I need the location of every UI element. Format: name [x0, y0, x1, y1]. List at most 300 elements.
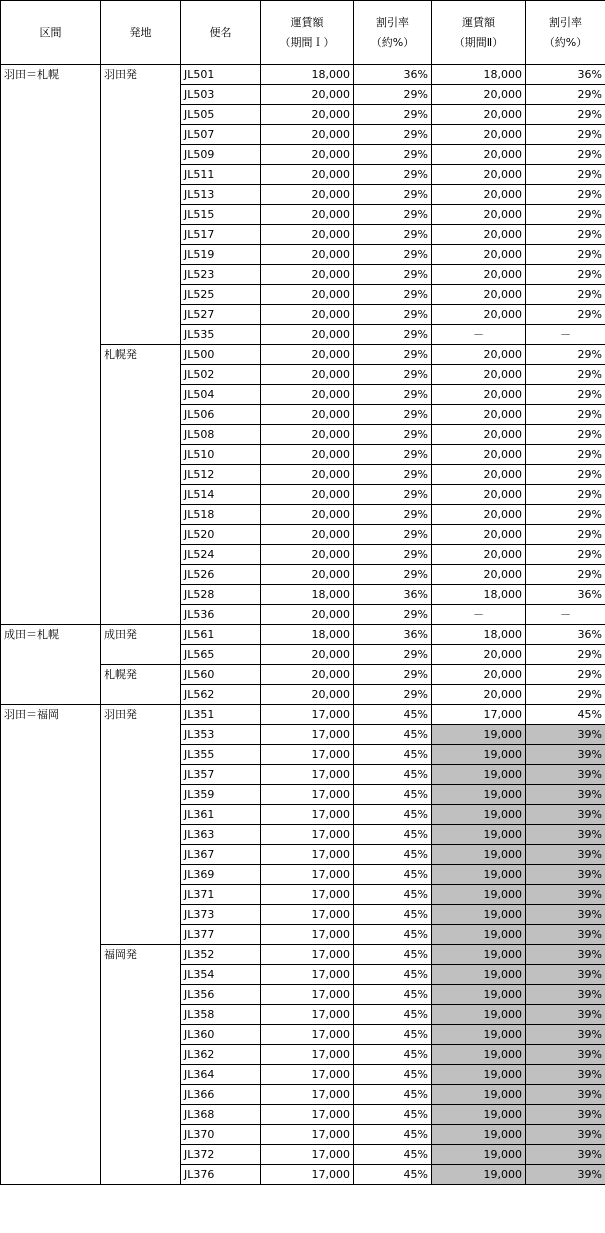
- discount-rate-2: 39%: [526, 1145, 605, 1165]
- flight-number: JL377: [181, 925, 261, 945]
- fare-period-2: 20,000: [432, 245, 526, 265]
- fare-period-2: 20,000: [432, 285, 526, 305]
- fare-period-2: 20,000: [432, 465, 526, 485]
- fare-period-1: 18,000: [261, 585, 354, 605]
- fare-period-1: 17,000: [261, 765, 354, 785]
- origin-name: 成田発: [101, 625, 181, 665]
- fare-period-2: 19,000: [432, 1025, 526, 1045]
- discount-rate-2: 29%: [526, 165, 605, 185]
- fare-period-1: 17,000: [261, 965, 354, 985]
- discount-rate-1: 45%: [354, 1065, 432, 1085]
- fare-period-1: 17,000: [261, 1125, 354, 1145]
- discount-rate-2: 29%: [526, 245, 605, 265]
- fare-period-1: 20,000: [261, 265, 354, 285]
- fare-period-1: 20,000: [261, 605, 354, 625]
- flight-number: JL513: [181, 185, 261, 205]
- fare-period-2: 19,000: [432, 885, 526, 905]
- discount-rate-1: 45%: [354, 1125, 432, 1145]
- fare-period-2: 19,000: [432, 785, 526, 805]
- fare-period-1: 20,000: [261, 665, 354, 685]
- fare-period-2: 20,000: [432, 405, 526, 425]
- discount-rate-1: 45%: [354, 1005, 432, 1025]
- fare-period-2: 19,000: [432, 1125, 526, 1145]
- fare-period-1: 17,000: [261, 1005, 354, 1025]
- fare-period-2: 20,000: [432, 145, 526, 165]
- fare-period-1: 17,000: [261, 785, 354, 805]
- fare-period-1: 20,000: [261, 385, 354, 405]
- fare-period-2: 20,000: [432, 205, 526, 225]
- discount-rate-1: 29%: [354, 425, 432, 445]
- discount-rate-1: 45%: [354, 725, 432, 745]
- fare-period-1: 17,000: [261, 985, 354, 1005]
- fare-period-1: 18,000: [261, 65, 354, 85]
- discount-rate-1: 29%: [354, 525, 432, 545]
- fare-period-2: 20,000: [432, 185, 526, 205]
- fare-period-1: 17,000: [261, 725, 354, 745]
- flight-number: JL527: [181, 305, 261, 325]
- discount-rate-1: 29%: [354, 685, 432, 705]
- discount-rate-2: 29%: [526, 385, 605, 405]
- fare-period-1: 17,000: [261, 1045, 354, 1065]
- fare-period-1: 20,000: [261, 245, 354, 265]
- section-name: 成田＝札幌: [1, 625, 101, 705]
- fare-period-1: 17,000: [261, 1085, 354, 1105]
- fare-period-2: 18,000: [432, 625, 526, 645]
- flight-number: JL355: [181, 745, 261, 765]
- discount-rate-1: 45%: [354, 705, 432, 725]
- fare-table-body: [1, 65, 605, 1185]
- fare-period-2: 20,000: [432, 305, 526, 325]
- discount-rate-1: 45%: [354, 825, 432, 845]
- discount-rate-1: 45%: [354, 1145, 432, 1165]
- discount-rate-1: 36%: [354, 585, 432, 605]
- flight-number: JL360: [181, 1025, 261, 1045]
- discount-rate-2: 29%: [526, 305, 605, 325]
- fare-period-1: 17,000: [261, 805, 354, 825]
- fare-period-2: 20,000: [432, 645, 526, 665]
- header-fare-period-2: 運賃額 （期間Ⅱ）: [432, 1, 526, 65]
- discount-rate-2: 29%: [526, 125, 605, 145]
- fare-period-2: 20,000: [432, 425, 526, 445]
- discount-rate-2: －: [526, 605, 605, 625]
- flight-number: JL505: [181, 105, 261, 125]
- discount-rate-2: 29%: [526, 145, 605, 165]
- discount-rate-2: 39%: [526, 1125, 605, 1145]
- discount-rate-2: 39%: [526, 985, 605, 1005]
- flight-number: JL371: [181, 885, 261, 905]
- discount-rate-2: 29%: [526, 665, 605, 685]
- fare-period-1: 17,000: [261, 1105, 354, 1125]
- flight-number: JL368: [181, 1105, 261, 1125]
- fare-period-1: 20,000: [261, 325, 354, 345]
- flight-number: JL359: [181, 785, 261, 805]
- discount-rate-1: 45%: [354, 805, 432, 825]
- discount-rate-2: 29%: [526, 685, 605, 705]
- flight-number: JL507: [181, 125, 261, 145]
- fare-period-2: 20,000: [432, 345, 526, 365]
- fare-period-2: 19,000: [432, 825, 526, 845]
- fare-period-1: 20,000: [261, 405, 354, 425]
- discount-rate-1: 29%: [354, 485, 432, 505]
- discount-rate-1: 29%: [354, 245, 432, 265]
- flight-number: JL352: [181, 945, 261, 965]
- fare-period-1: 20,000: [261, 205, 354, 225]
- fare-period-2: 19,000: [432, 965, 526, 985]
- fare-period-2: 19,000: [432, 1105, 526, 1125]
- fare-period-2: －: [432, 325, 526, 345]
- fare-period-1: 20,000: [261, 285, 354, 305]
- discount-rate-2: 39%: [526, 1005, 605, 1025]
- discount-rate-1: 29%: [354, 285, 432, 305]
- flight-number: JL372: [181, 1145, 261, 1165]
- section-name: 羽田＝札幌: [1, 65, 101, 625]
- fare-period-2: 18,000: [432, 65, 526, 85]
- flight-number: JL528: [181, 585, 261, 605]
- fare-period-1: 17,000: [261, 745, 354, 765]
- discount-rate-1: 29%: [354, 345, 432, 365]
- fare-period-1: 20,000: [261, 645, 354, 665]
- flight-number: JL525: [181, 285, 261, 305]
- discount-rate-2: 29%: [526, 225, 605, 245]
- flight-number: JL351: [181, 705, 261, 725]
- discount-rate-1: 29%: [354, 365, 432, 385]
- flight-number: JL356: [181, 985, 261, 1005]
- header-discount-rate-1: 割引率 （約%）: [354, 1, 432, 65]
- discount-rate-1: 29%: [354, 225, 432, 245]
- flight-number: JL369: [181, 865, 261, 885]
- fare-period-1: 20,000: [261, 685, 354, 705]
- flight-number: JL501: [181, 65, 261, 85]
- discount-rate-1: 29%: [354, 565, 432, 585]
- discount-rate-2: 39%: [526, 1105, 605, 1125]
- discount-rate-2: 29%: [526, 445, 605, 465]
- discount-rate-2: 29%: [526, 565, 605, 585]
- origin-name: 羽田発: [101, 65, 181, 345]
- discount-rate-2: 29%: [526, 525, 605, 545]
- fare-period-2: 20,000: [432, 445, 526, 465]
- discount-rate-1: 29%: [354, 205, 432, 225]
- fare-period-2: 19,000: [432, 805, 526, 825]
- flight-number: JL503: [181, 85, 261, 105]
- discount-rate-1: 29%: [354, 605, 432, 625]
- discount-rate-1: 29%: [354, 85, 432, 105]
- flight-number: JL518: [181, 505, 261, 525]
- flight-number: JL512: [181, 465, 261, 485]
- discount-rate-2: 39%: [526, 825, 605, 845]
- flight-number: JL357: [181, 765, 261, 785]
- flight-number: JL524: [181, 545, 261, 565]
- flight-number: JL504: [181, 385, 261, 405]
- flight-number: JL562: [181, 685, 261, 705]
- fare-period-2: 20,000: [432, 225, 526, 245]
- fare-period-2: 20,000: [432, 365, 526, 385]
- fare-period-2: 19,000: [432, 1045, 526, 1065]
- fare-period-2: 19,000: [432, 945, 526, 965]
- discount-rate-2: 39%: [526, 1045, 605, 1065]
- discount-rate-1: 29%: [354, 545, 432, 565]
- discount-rate-1: 29%: [354, 645, 432, 665]
- discount-rate-1: 45%: [354, 865, 432, 885]
- discount-rate-2: 29%: [526, 85, 605, 105]
- discount-rate-2: 39%: [526, 745, 605, 765]
- header-row: [1, 1, 605, 65]
- fare-period-2: 20,000: [432, 685, 526, 705]
- origin-name: 福岡発: [101, 945, 181, 1185]
- discount-rate-2: 36%: [526, 585, 605, 605]
- discount-rate-2: 39%: [526, 845, 605, 865]
- fare-period-2: 19,000: [432, 1165, 526, 1185]
- discount-rate-2: 39%: [526, 1065, 605, 1085]
- flight-number: JL565: [181, 645, 261, 665]
- discount-rate-2: 39%: [526, 805, 605, 825]
- fare-period-2: 18,000: [432, 585, 526, 605]
- discount-rate-1: 29%: [354, 325, 432, 345]
- discount-rate-1: 29%: [354, 665, 432, 685]
- flight-number: JL519: [181, 245, 261, 265]
- flight-number: JL358: [181, 1005, 261, 1025]
- discount-rate-2: 36%: [526, 65, 605, 85]
- flight-number: JL523: [181, 265, 261, 285]
- fare-period-2: 20,000: [432, 85, 526, 105]
- flight-number: JL515: [181, 205, 261, 225]
- flight-number: JL364: [181, 1065, 261, 1085]
- discount-rate-2: 29%: [526, 545, 605, 565]
- discount-rate-2: 29%: [526, 465, 605, 485]
- fare-period-1: 17,000: [261, 1025, 354, 1045]
- flight-number: JL509: [181, 145, 261, 165]
- flight-number: JL353: [181, 725, 261, 745]
- table-row: [1, 705, 605, 725]
- flight-number: JL526: [181, 565, 261, 585]
- discount-rate-1: 45%: [354, 885, 432, 905]
- fare-period-1: 20,000: [261, 465, 354, 485]
- flight-number: JL561: [181, 625, 261, 645]
- table-row: [1, 625, 605, 645]
- discount-rate-1: 29%: [354, 185, 432, 205]
- fare-period-1: 20,000: [261, 525, 354, 545]
- discount-rate-1: 29%: [354, 385, 432, 405]
- fare-period-1: 20,000: [261, 225, 354, 245]
- discount-rate-2: 29%: [526, 425, 605, 445]
- flight-number: JL370: [181, 1125, 261, 1145]
- fare-period-1: 20,000: [261, 505, 354, 525]
- section-name: 羽田＝福岡: [1, 705, 101, 1185]
- discount-rate-2: 45%: [526, 705, 605, 725]
- fare-period-1: 17,000: [261, 925, 354, 945]
- fare-period-2: 20,000: [432, 545, 526, 565]
- discount-rate-1: 45%: [354, 1105, 432, 1125]
- origin-name: 札幌発: [101, 345, 181, 625]
- discount-rate-1: 29%: [354, 145, 432, 165]
- discount-rate-1: 29%: [354, 505, 432, 525]
- fare-period-1: 20,000: [261, 485, 354, 505]
- fare-period-2: 20,000: [432, 125, 526, 145]
- fare-period-1: 17,000: [261, 905, 354, 925]
- discount-rate-2: 39%: [526, 945, 605, 965]
- fare-period-2: 19,000: [432, 845, 526, 865]
- flight-number: JL502: [181, 365, 261, 385]
- discount-rate-2: 39%: [526, 765, 605, 785]
- discount-rate-2: 39%: [526, 1085, 605, 1105]
- discount-rate-2: 29%: [526, 345, 605, 365]
- discount-rate-1: 45%: [354, 985, 432, 1005]
- fare-period-1: 20,000: [261, 85, 354, 105]
- fare-period-2: 17,000: [432, 705, 526, 725]
- fare-period-2: 19,000: [432, 1085, 526, 1105]
- fare-period-1: 17,000: [261, 1165, 354, 1185]
- fare-period-1: 20,000: [261, 105, 354, 125]
- discount-rate-1: 36%: [354, 65, 432, 85]
- fare-period-2: 20,000: [432, 525, 526, 545]
- fare-period-1: 18,000: [261, 625, 354, 645]
- discount-rate-2: 36%: [526, 625, 605, 645]
- discount-rate-1: 45%: [354, 965, 432, 985]
- discount-rate-2: 29%: [526, 405, 605, 425]
- fare-period-2: －: [432, 605, 526, 625]
- discount-rate-1: 45%: [354, 1045, 432, 1065]
- discount-rate-2: 29%: [526, 205, 605, 225]
- discount-rate-1: 45%: [354, 1085, 432, 1105]
- flight-number: JL367: [181, 845, 261, 865]
- discount-rate-2: 29%: [526, 485, 605, 505]
- discount-rate-1: 45%: [354, 845, 432, 865]
- fare-period-1: 20,000: [261, 305, 354, 325]
- header-flight: 便名: [181, 1, 261, 65]
- origin-name: 羽田発: [101, 705, 181, 945]
- flight-number: JL500: [181, 345, 261, 365]
- discount-rate-2: 39%: [526, 925, 605, 945]
- fare-period-1: 17,000: [261, 845, 354, 865]
- header-fare-period-1: 運賃額 （期間Ｉ）: [261, 1, 354, 65]
- discount-rate-2: 39%: [526, 725, 605, 745]
- flight-number: JL510: [181, 445, 261, 465]
- discount-rate-2: －: [526, 325, 605, 345]
- discount-rate-2: 29%: [526, 285, 605, 305]
- discount-rate-1: 29%: [354, 125, 432, 145]
- discount-rate-1: 45%: [354, 905, 432, 925]
- discount-rate-2: 39%: [526, 1165, 605, 1185]
- fare-period-2: 20,000: [432, 665, 526, 685]
- fare-period-1: 20,000: [261, 365, 354, 385]
- fare-period-1: 20,000: [261, 425, 354, 445]
- discount-rate-1: 45%: [354, 785, 432, 805]
- discount-rate-1: 29%: [354, 465, 432, 485]
- flight-number: JL560: [181, 665, 261, 685]
- fare-period-2: 20,000: [432, 485, 526, 505]
- fare-period-2: 19,000: [432, 1005, 526, 1025]
- flight-number: JL361: [181, 805, 261, 825]
- origin-name: 札幌発: [101, 665, 181, 705]
- fare-period-2: 19,000: [432, 865, 526, 885]
- discount-rate-2: 29%: [526, 505, 605, 525]
- discount-rate-2: 39%: [526, 905, 605, 925]
- fare-period-2: 19,000: [432, 1145, 526, 1165]
- flight-number: JL376: [181, 1165, 261, 1185]
- fare-period-1: 17,000: [261, 885, 354, 905]
- fare-period-2: 20,000: [432, 105, 526, 125]
- fare-period-1: 17,000: [261, 945, 354, 965]
- discount-rate-2: 29%: [526, 645, 605, 665]
- discount-rate-1: 36%: [354, 625, 432, 645]
- flight-number: JL511: [181, 165, 261, 185]
- flight-number: JL373: [181, 905, 261, 925]
- fare-period-1: 20,000: [261, 185, 354, 205]
- flight-number: JL366: [181, 1085, 261, 1105]
- discount-rate-2: 39%: [526, 865, 605, 885]
- fare-period-1: 17,000: [261, 705, 354, 725]
- discount-rate-1: 45%: [354, 925, 432, 945]
- discount-rate-1: 29%: [354, 265, 432, 285]
- fare-period-2: 19,000: [432, 745, 526, 765]
- flight-number: JL535: [181, 325, 261, 345]
- discount-rate-1: 29%: [354, 405, 432, 425]
- fare-period-2: 20,000: [432, 385, 526, 405]
- table-row: [1, 65, 605, 85]
- fare-period-1: 17,000: [261, 865, 354, 885]
- flight-number: JL508: [181, 425, 261, 445]
- fare-period-1: 20,000: [261, 545, 354, 565]
- flight-number: JL506: [181, 405, 261, 425]
- fare-period-1: 20,000: [261, 125, 354, 145]
- fare-period-1: 20,000: [261, 345, 354, 365]
- fare-period-2: 20,000: [432, 165, 526, 185]
- discount-rate-1: 45%: [354, 1025, 432, 1045]
- flight-number: JL536: [181, 605, 261, 625]
- discount-rate-2: 29%: [526, 105, 605, 125]
- discount-rate-2: 39%: [526, 965, 605, 985]
- fare-period-1: 17,000: [261, 1145, 354, 1165]
- discount-rate-2: 39%: [526, 885, 605, 905]
- flight-number: JL517: [181, 225, 261, 245]
- fare-period-1: 20,000: [261, 565, 354, 585]
- header-origin: 発地: [101, 1, 181, 65]
- discount-rate-1: 29%: [354, 165, 432, 185]
- discount-rate-2: 39%: [526, 1025, 605, 1045]
- fare-period-2: 19,000: [432, 1065, 526, 1085]
- fare-period-2: 19,000: [432, 725, 526, 745]
- fare-period-1: 17,000: [261, 1065, 354, 1085]
- fare-period-2: 20,000: [432, 565, 526, 585]
- discount-rate-1: 45%: [354, 945, 432, 965]
- discount-rate-2: 29%: [526, 365, 605, 385]
- discount-rate-1: 29%: [354, 305, 432, 325]
- fare-period-2: 20,000: [432, 505, 526, 525]
- fare-period-1: 20,000: [261, 445, 354, 465]
- fare-period-1: 20,000: [261, 165, 354, 185]
- discount-rate-1: 29%: [354, 105, 432, 125]
- fare-period-2: 19,000: [432, 925, 526, 945]
- header-discount-rate-2: 割引率 （約%）: [526, 1, 605, 65]
- flight-number: JL363: [181, 825, 261, 845]
- discount-rate-1: 45%: [354, 765, 432, 785]
- fare-period-2: 19,000: [432, 765, 526, 785]
- discount-rate-2: 29%: [526, 185, 605, 205]
- fare-period-1: 17,000: [261, 825, 354, 845]
- header-section: 区間: [1, 1, 101, 65]
- discount-rate-2: 39%: [526, 785, 605, 805]
- flight-number: JL354: [181, 965, 261, 985]
- fare-period-2: 20,000: [432, 265, 526, 285]
- fare-period-1: 20,000: [261, 145, 354, 165]
- flight-number: JL520: [181, 525, 261, 545]
- discount-rate-1: 45%: [354, 745, 432, 765]
- flight-number: JL362: [181, 1045, 261, 1065]
- discount-rate-1: 45%: [354, 1165, 432, 1185]
- flight-number: JL514: [181, 485, 261, 505]
- fare-period-2: 19,000: [432, 905, 526, 925]
- fare-period-2: 19,000: [432, 985, 526, 1005]
- discount-rate-1: 29%: [354, 445, 432, 465]
